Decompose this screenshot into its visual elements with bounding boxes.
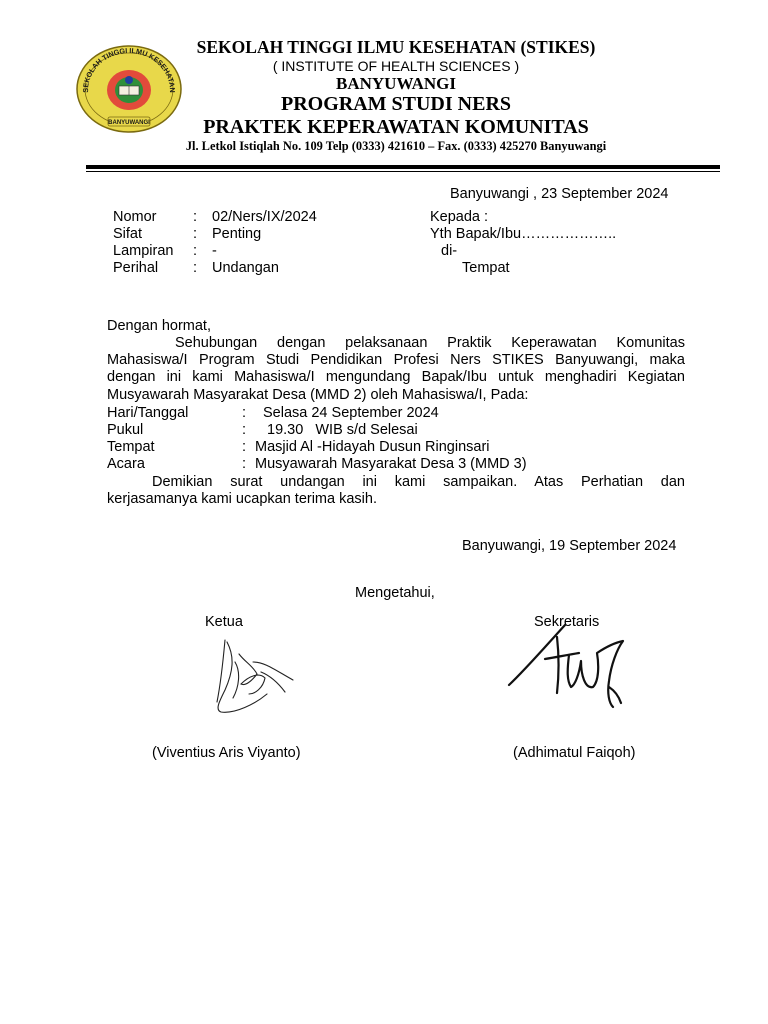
body-line: Mahasiswa/I Program Studi Pendidikan Profesi Ners STIKES Banyuwangi, maka bbox=[107, 352, 685, 369]
meta-value: Penting bbox=[212, 226, 262, 242]
sign-date: Banyuwangi, 19 September 2024 bbox=[462, 538, 677, 554]
detail-label: Hari/Tanggal bbox=[107, 405, 189, 421]
logo-bottom-text: BANYUWANGI bbox=[108, 120, 150, 126]
body-line: Musyawarah Masyarakat Desa (MMD 2) oleh Mahasiswa/I, Pada: bbox=[107, 386, 529, 403]
body-paragraph bbox=[107, 335, 685, 404]
meta-sep: : bbox=[193, 243, 198, 259]
school-name: SEKOLAH TINGGI ILMU KESEHATAN (STIKES) bbox=[196, 37, 596, 57]
recipient-di: di- bbox=[441, 243, 458, 259]
header-divider bbox=[86, 165, 720, 169]
detail-label: Tempat bbox=[107, 439, 155, 455]
signature-sekretaris bbox=[505, 615, 635, 715]
recipient-tempat: Tempat bbox=[462, 260, 510, 276]
city-heading: BANYUWANGI bbox=[336, 74, 456, 93]
letter-date: Banyuwangi , 23 September 2024 bbox=[450, 186, 669, 202]
meta-label: Nomor bbox=[113, 209, 157, 225]
name-sekretaris: (Adhimatul Faiqoh) bbox=[513, 745, 636, 761]
detail-value: Masjid Al -Hidayah Dusun Ringinsari bbox=[255, 439, 490, 455]
closing-paragraph bbox=[107, 474, 685, 508]
recipient-kepada: Kepada : bbox=[430, 209, 489, 225]
detail-sep: : bbox=[242, 439, 247, 455]
meta-sep: : bbox=[193, 226, 198, 242]
detail-label: Acara bbox=[107, 456, 145, 472]
meta-value: 02/Ners/IX/2024 bbox=[212, 209, 317, 225]
department-heading: PRAKTEK KEPERAWATAN KOMUNITAS bbox=[203, 116, 589, 138]
meta-value: Undangan bbox=[212, 260, 279, 276]
greeting: Dengan hormat, bbox=[107, 318, 211, 334]
detail-sep: : bbox=[242, 422, 247, 438]
signature-ketua bbox=[205, 632, 305, 717]
detail-value: 19.30 WIB s/d Selesai bbox=[267, 422, 418, 438]
header-divider-thin bbox=[86, 171, 720, 172]
logo-top-text: SEKOLAH TINGGI ILMU KESEHATAN bbox=[80, 45, 178, 93]
closing-line: Demikian surat undangan ini kami sampaikan. Atas Perhatian dan bbox=[152, 474, 685, 490]
recipient-yth: Yth Bapak/Ibu……………….. bbox=[430, 226, 617, 242]
meta-sep: : bbox=[193, 260, 198, 276]
address-line: Jl. Letkol Istiqlah No. 109 Telp (0333) 421610 – Fax. (0333) 425270 Banyuwangi bbox=[185, 139, 607, 153]
program-heading: PROGRAM STUDI NERS bbox=[280, 93, 512, 115]
name-ketua: (Viventius Aris Viyanto) bbox=[152, 745, 301, 761]
role-ketua: Ketua bbox=[205, 614, 243, 630]
acknowledged-label: Mengetahui, bbox=[355, 585, 435, 601]
meta-label: Sifat bbox=[113, 226, 143, 242]
body-line: dengan ini kami Mahasiswa/I mengundang Bapak/Ibu untuk menghadiri Kegiatan bbox=[107, 369, 685, 386]
body-line: Sehubungan dengan pelaksanaan Praktik Keperawatan Komunitas bbox=[175, 335, 685, 351]
meta-label: Lampiran bbox=[113, 243, 174, 259]
closing-line: kerjasamanya kami ucapkan terima kasih. bbox=[107, 491, 377, 508]
meta-value: - bbox=[212, 243, 217, 259]
role-sekretaris: Sekretaris bbox=[534, 614, 600, 630]
detail-value: Selasa 24 September 2024 bbox=[263, 405, 439, 421]
detail-label: Pukul bbox=[107, 422, 144, 438]
detail-value: Musyawarah Masyarakat Desa 3 (MMD 3) bbox=[255, 456, 527, 472]
meta-sep: : bbox=[193, 209, 198, 225]
meta-label: Perihal bbox=[113, 260, 159, 276]
detail-sep: : bbox=[242, 456, 247, 472]
institute-subtitle: ( INSTITUTE OF HEALTH SCIENCES ) bbox=[272, 58, 520, 74]
detail-sep: : bbox=[242, 405, 247, 421]
